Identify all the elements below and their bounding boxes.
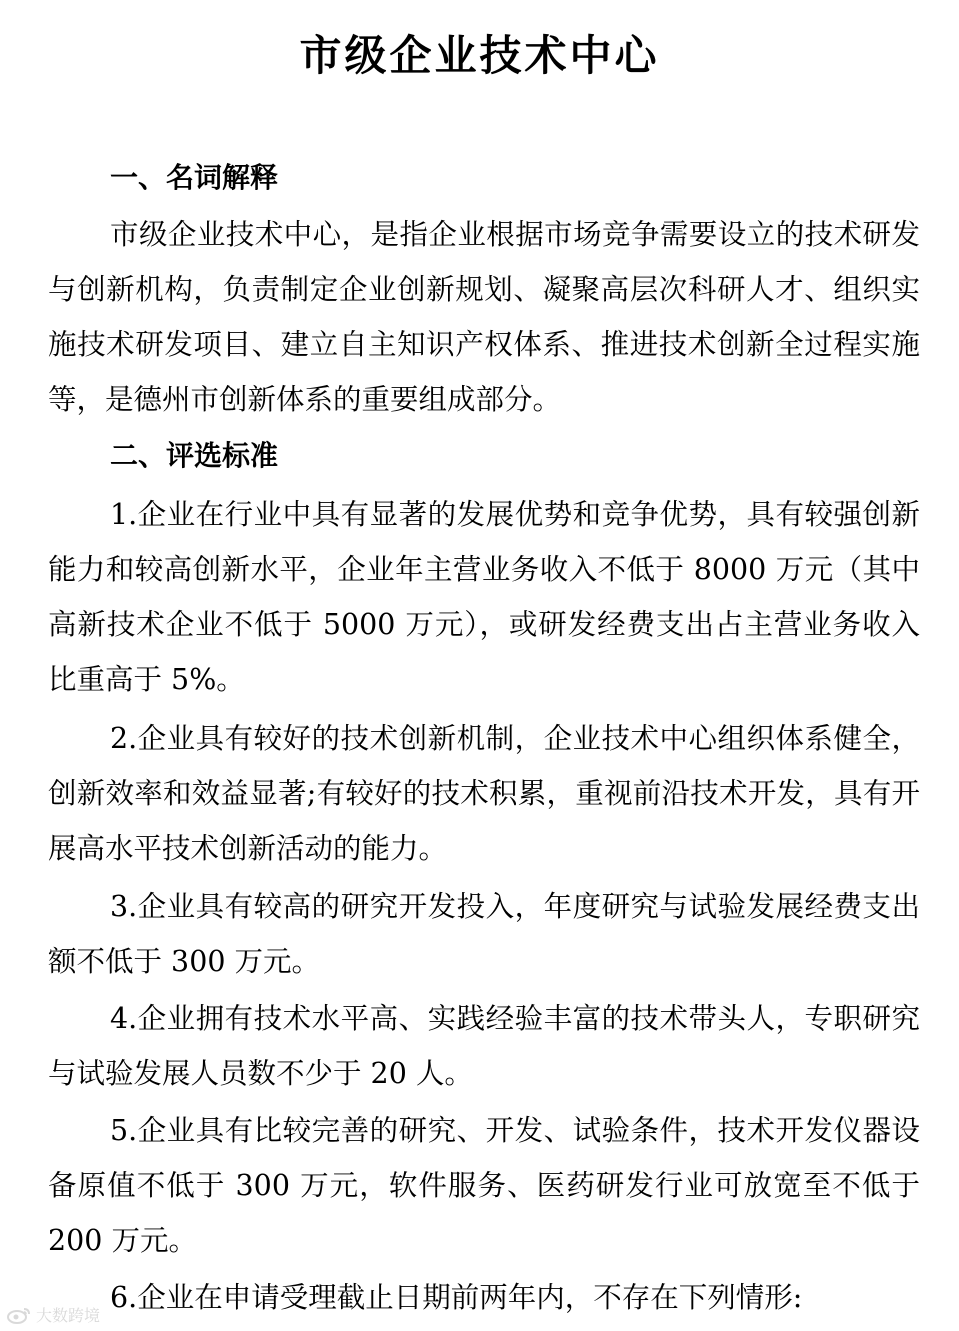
section-heading-criteria: 二、评选标准 xyxy=(110,439,279,472)
definition-paragraph: 市级企业技术中心，是指企业根据市场竞争需要设立的技术研发与创新机构，负责制定企业创新规划、凝聚高层次科研人才、组织实施技术研发项目、建立自主知识产权体系、推进技术创新全过程实施等，是德州市创新体系的重要组成部分。 xyxy=(48,218,920,416)
criterion-5: 5.企业具有比较完善的研究、开发、试验条件，技术开发仪器设备原值不低于 300 万元，软件服务、医药研发行业可放宽至不低于 200 万元。 xyxy=(48,1114,920,1257)
weibo-logo-icon xyxy=(6,1306,32,1324)
criterion-6: 6.企业在申请受理截止日期前两年内，不存在下列情形: xyxy=(110,1281,803,1314)
criterion-3: 3.企业具有较高的研究开发投入，年度研究与试验发展经费支出额不低于 300 万元。 xyxy=(48,890,920,978)
criterion-1: 1.企业在行业中具有显著的发展优势和竞争优势，具有较强创新能力和较高创新水平，企业年主营业务收入不低于 8000 万元（其中高新技术企业不低于 5000 万元），或研发经费支出占主营业务收入比重高于 5%。 xyxy=(48,498,920,696)
criterion-2: 2.企业具有较好的技术创新机制，企业技术中心组织体系健全，创新效率和效益显著;有较好的技术积累，重视前沿技术开发，具有开展高水平技术创新活动的能力。 xyxy=(48,722,920,865)
watermark xyxy=(6,1303,100,1326)
section-heading-definitions: 一、名词解释 xyxy=(110,161,279,194)
criterion-4: 4.企业拥有技术水平高、实践经验丰富的技术带头人，专职研究与试验发展人员数不少于 20 人。 xyxy=(48,1002,920,1090)
watermark-text: 大数跨境 xyxy=(36,1306,101,1325)
document-title: 市级企业技术中心 xyxy=(299,31,660,80)
